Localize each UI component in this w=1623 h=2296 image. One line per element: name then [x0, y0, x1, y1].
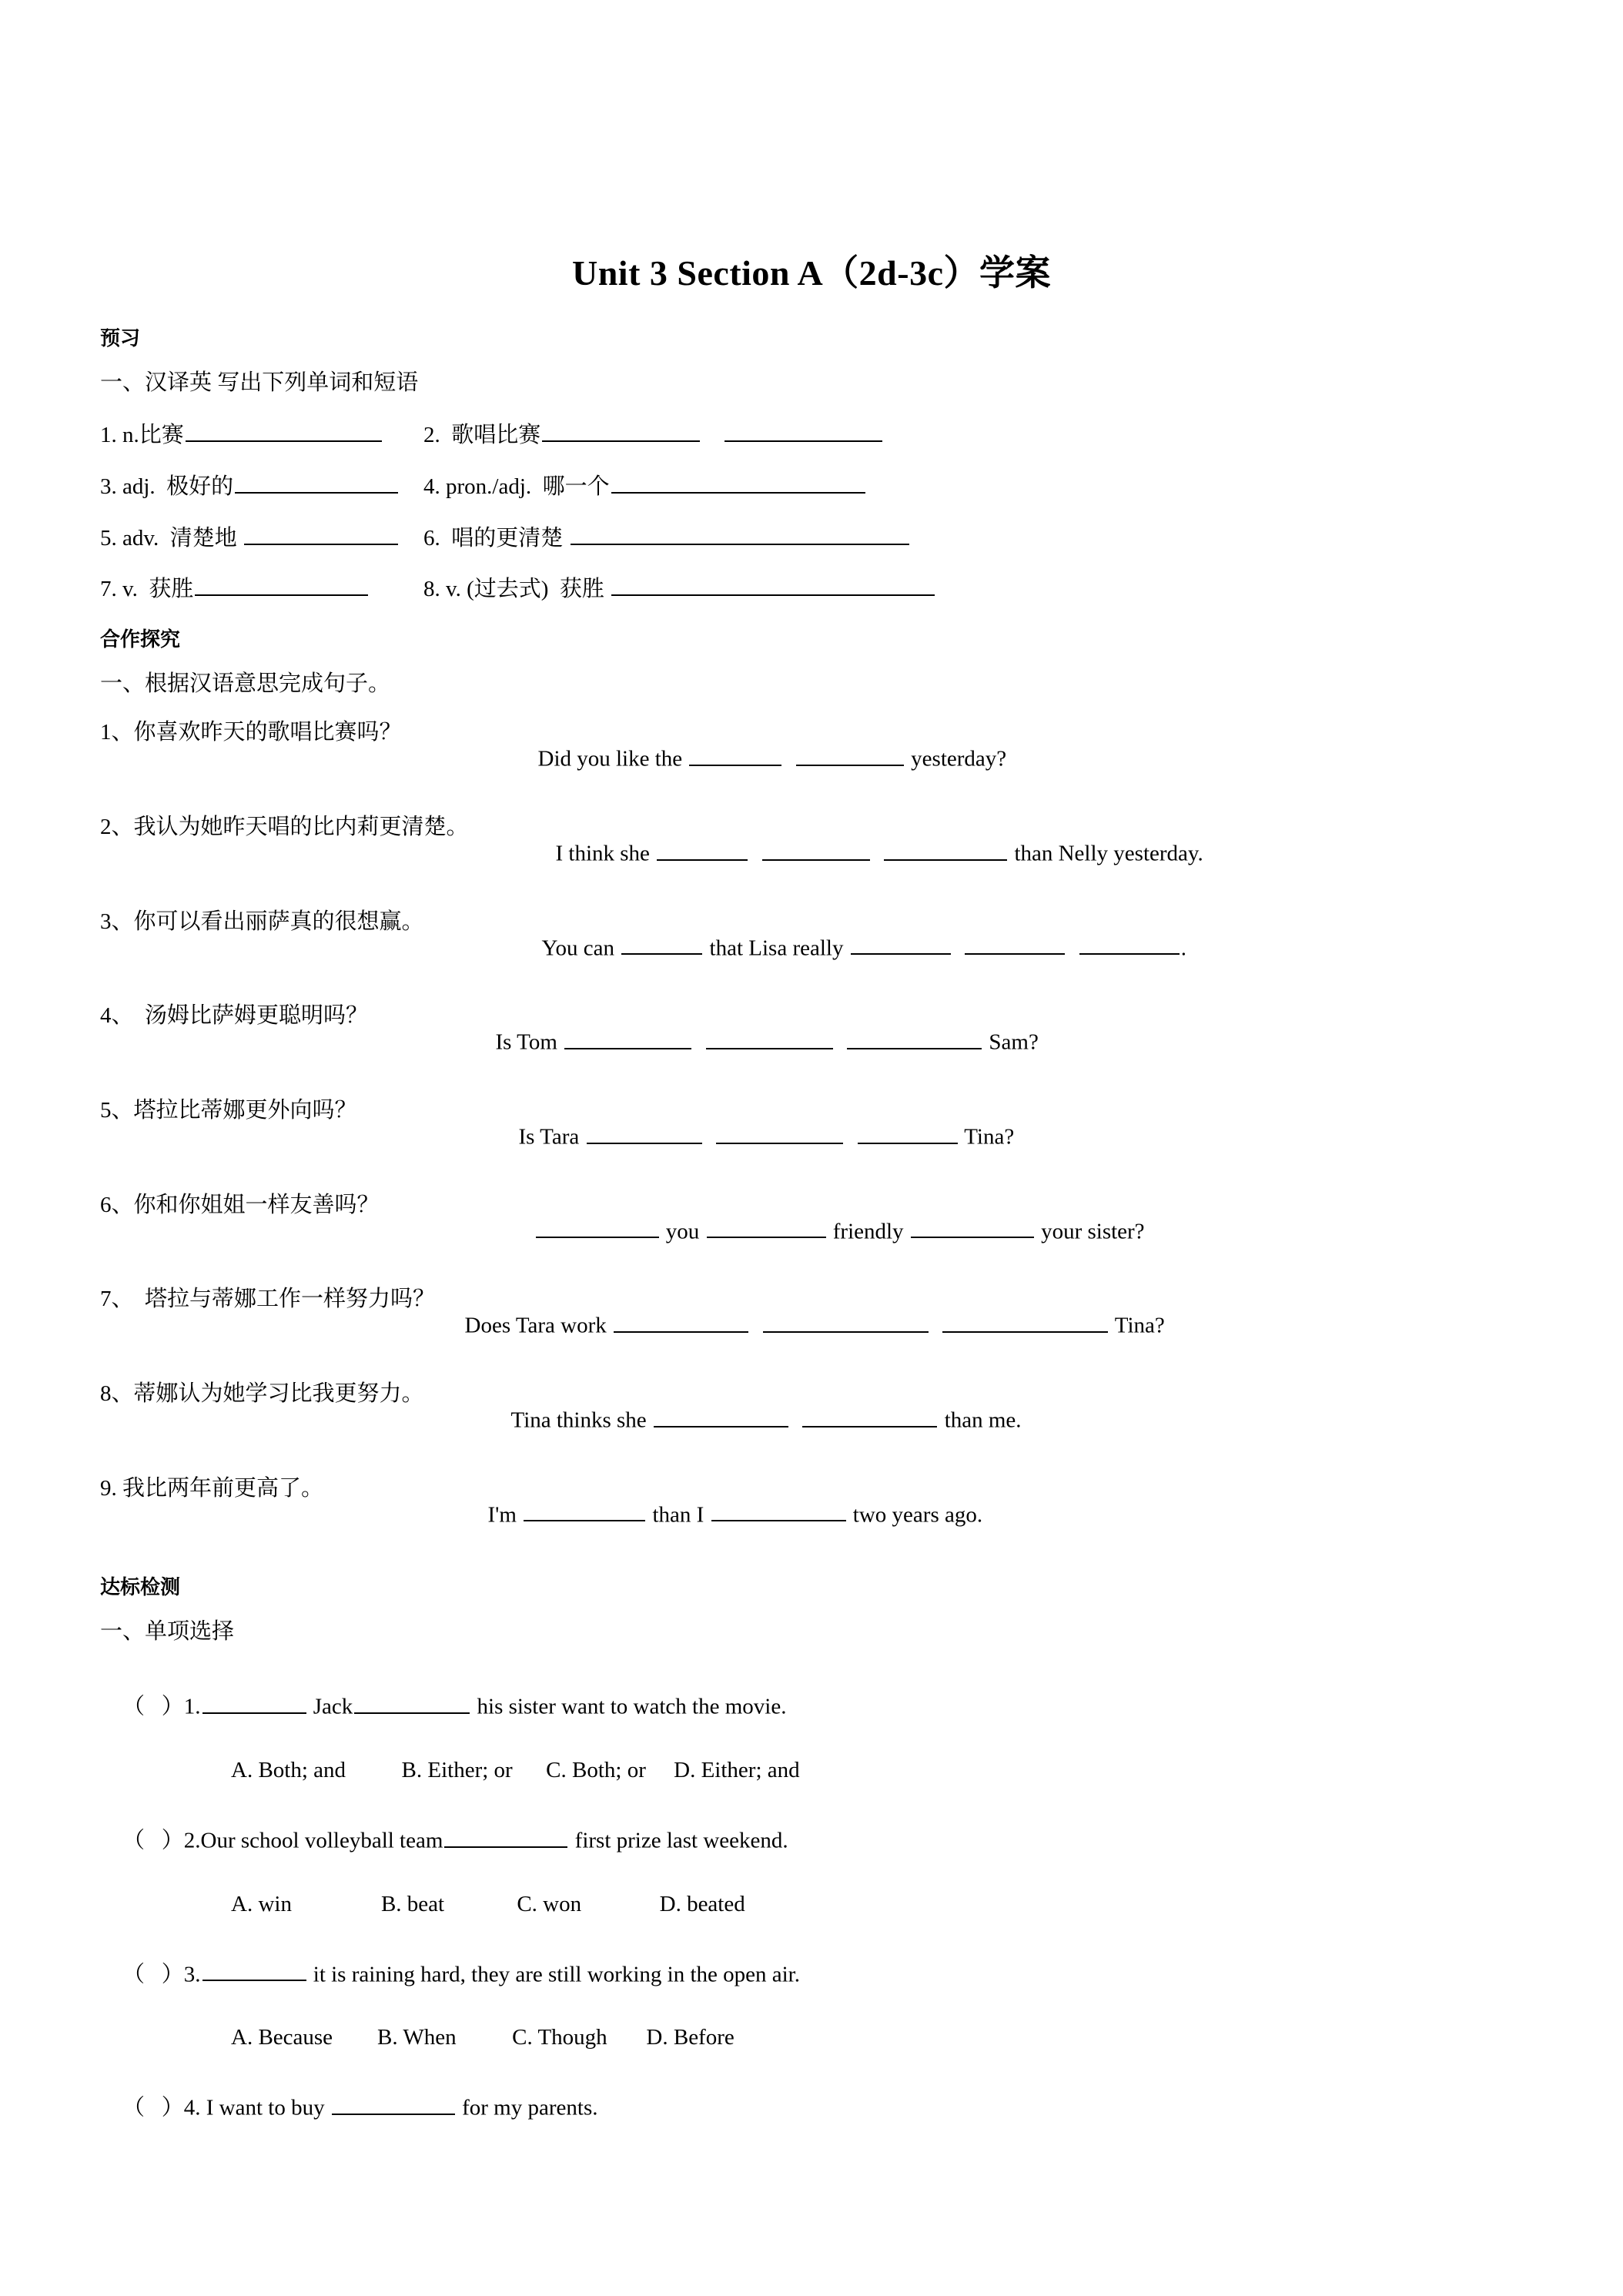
mc-blank-1b[interactable]	[354, 1692, 470, 1714]
vocab-blank-6[interactable]	[571, 523, 909, 545]
vocab-item-6	[423, 523, 911, 550]
answer-paren-1[interactable]: （ ）	[122, 1695, 184, 1719]
en-text: Is Tara	[518, 1124, 585, 1150]
en-text: Tina thinks she	[510, 1407, 652, 1433]
en-gap2	[845, 1125, 856, 1150]
mc-stem-pre-2: 2.Our school volleyball team	[183, 1828, 443, 1853]
vocab-item-3	[100, 471, 423, 498]
sentence-blank-8a[interactable]	[654, 1405, 788, 1427]
sentence-blank-4b[interactable]	[706, 1027, 833, 1049]
en-tail: .	[1180, 935, 1186, 961]
sentence-blank-2b[interactable]	[762, 838, 870, 861]
vocab-label-5: 5. adv. 清楚地	[100, 525, 243, 551]
en-gap	[693, 1030, 704, 1055]
sentence-blank-9a[interactable]	[524, 1500, 645, 1522]
translate-row-9	[100, 1475, 1523, 1549]
mc-question-3	[100, 1937, 1523, 2009]
vocab-blank-7[interactable]	[195, 574, 368, 597]
mc-blank-2a[interactable]	[444, 1826, 567, 1848]
vocab-blank-2b[interactable]	[724, 420, 882, 443]
sentence-blank-5b[interactable]	[716, 1122, 843, 1144]
translate-cn-7: 7、 塔拉与蒂娜工作一样努力吗？	[100, 1287, 436, 1312]
sentence-blank-1b[interactable]	[796, 744, 904, 766]
vocab-blank-8[interactable]	[611, 574, 935, 597]
cooperation-instruction: 一、根据汉语意思完成句子。	[100, 671, 391, 697]
vocab-item-7	[100, 574, 423, 601]
vocab-label-2: 2. 歌唱比赛	[423, 423, 541, 448]
translate-cn-1: 1、你喜欢昨天的歌唱比赛吗？	[100, 720, 402, 745]
translate-en-9	[431, 1478, 1523, 1549]
mc-question-1	[100, 1669, 1523, 1741]
mc-blank-4a[interactable]	[332, 2093, 455, 2115]
vocab-blank-2a[interactable]	[542, 420, 700, 443]
answer-paren-3[interactable]: （ ）	[122, 1962, 184, 1987]
translate-row-1	[100, 721, 1523, 793]
en-gap	[750, 1314, 761, 1338]
vocab-blank-5[interactable]	[244, 523, 398, 545]
section-heading-preview: 预习	[100, 326, 141, 350]
translate-row-4	[100, 1005, 1523, 1076]
sentence-blank-8b[interactable]	[802, 1405, 937, 1427]
en-gap2	[952, 935, 964, 960]
en-gap	[790, 1408, 801, 1433]
mc-stem-post-3: it is raining hard, they are still working in the open air.	[307, 1962, 800, 1987]
vocab-item-1	[100, 420, 423, 447]
test-instruction: 一、单项选择	[100, 1619, 235, 1645]
translate-en-3	[431, 911, 1523, 982]
translate-en-2	[431, 816, 1523, 888]
sentence-blank-6b[interactable]	[707, 1217, 826, 1239]
vocab-label-6: 6. 唱的更清楚	[423, 525, 569, 551]
mc-question-2	[100, 1803, 1523, 1875]
sentence-blank-4a[interactable]	[564, 1027, 691, 1049]
page-title: Unit 3 Section A（2d-3c）学案	[572, 253, 1051, 293]
en-tail: your sister?	[1035, 1219, 1145, 1244]
en-tail: than me.	[939, 1407, 1022, 1433]
en-gap	[704, 1125, 715, 1150]
sentence-blank-2a[interactable]	[657, 838, 748, 861]
mc-blank-3a[interactable]	[202, 1960, 306, 1982]
translate-en-1	[431, 721, 1523, 793]
mc-options-2[interactable]: A. win B. beat C. won D. beated	[231, 1891, 745, 1916]
translate-cn-4: 4、 汤姆比萨姆更聪明吗？	[100, 1003, 369, 1029]
translate-cn-6: 6、你和你姐姐一样友善吗？	[100, 1192, 380, 1217]
vocab-item-2	[423, 420, 884, 447]
en-gap	[783, 747, 795, 771]
vocab-row	[100, 523, 1523, 550]
sentence-blank-3a[interactable]	[621, 933, 702, 956]
sentence-blank-6a[interactable]	[536, 1217, 659, 1239]
sentence-blank-4c[interactable]	[847, 1027, 982, 1049]
sentence-blank-2c[interactable]	[884, 838, 1007, 861]
section-heading-cooperation: 合作探究	[100, 628, 181, 652]
mc-stem-pre-1: 1.	[183, 1695, 201, 1719]
preview-instruction: 一、汉译英 写出下列单词和短语	[100, 370, 419, 395]
vocab-label-1: 1. n.比赛	[100, 423, 184, 448]
mc-stem-post-1: his sister want to watch the movie.	[471, 1695, 787, 1719]
translate-en-5	[431, 1099, 1523, 1171]
translate-en-8	[431, 1383, 1523, 1454]
en-text: I'm	[487, 1502, 523, 1528]
en-gap3	[1066, 935, 1078, 960]
mc-stem-post-2: first prize last weekend.	[569, 1828, 788, 1853]
vocab-row	[100, 574, 1523, 601]
sentence-blank-5a[interactable]	[587, 1122, 702, 1144]
vocab-label-3: 3. adj. 极好的	[100, 474, 234, 499]
vocab-item-4	[423, 471, 867, 498]
vocab-row	[100, 471, 1523, 498]
en-gap2	[872, 842, 883, 866]
translate-cn-5: 5、塔拉比蒂娜更外向吗？	[100, 1097, 357, 1123]
en-tail: two years ago.	[847, 1502, 983, 1528]
translate-en-7	[431, 1288, 1523, 1360]
sentence-blank-3d[interactable]	[1079, 933, 1180, 956]
vocab-blank-4[interactable]	[611, 471, 865, 494]
translate-cn-8: 8、蒂娜认为她学习比我更努力。	[100, 1381, 424, 1406]
translate-row-8	[100, 1383, 1523, 1454]
answer-paren-2[interactable]: （ ）	[122, 1828, 184, 1853]
translate-cn-3: 3、你可以看出丽萨真的很想赢。	[100, 909, 424, 934]
sentence-blank-3c[interactable]	[965, 933, 1065, 956]
sentence-blank-6c[interactable]	[911, 1217, 1034, 1239]
sentence-blank-3b[interactable]	[851, 933, 951, 956]
en-gap2	[835, 1030, 846, 1055]
vocab-label-4: 4. pron./adj. 哪一个	[423, 474, 610, 499]
en-gap	[749, 842, 761, 866]
mc-stem-mid-1: Jack	[307, 1695, 353, 1719]
mc-stem-pre-3: 3.	[183, 1962, 201, 1987]
sentence-blank-1a[interactable]	[689, 744, 781, 766]
en-text: Does Tara work	[464, 1313, 613, 1338]
section-heading-test: 达标检测	[100, 1576, 181, 1600]
en-text: Is Tom	[495, 1029, 564, 1055]
vocab-blank-3[interactable]	[235, 471, 398, 494]
en-gap: that Lisa really	[704, 935, 849, 961]
mc-options-3[interactable]: A. Because B. When C. Though D. Before	[231, 2025, 735, 2050]
sentence-blank-9b[interactable]	[711, 1500, 846, 1522]
en-text: Did you like the	[537, 746, 688, 771]
mc-question-4	[100, 2070, 1523, 2142]
vocab-item-5	[100, 523, 423, 550]
translate-row-2	[100, 816, 1523, 888]
sentence-blank-7b[interactable]	[763, 1310, 929, 1333]
mc-blank-1a[interactable]	[202, 1692, 306, 1714]
translate-en-4	[431, 1005, 1523, 1076]
en-tail: yesterday?	[905, 746, 1007, 771]
translate-cn-9: 9. 我比两年前更高了。	[100, 1475, 324, 1501]
en-gap2: friendly	[827, 1219, 909, 1244]
en-tail: Sam?	[983, 1029, 1039, 1055]
en-gap: than I	[647, 1502, 710, 1528]
answer-paren-4[interactable]: （ ）	[122, 2096, 184, 2121]
mc-options-1[interactable]: A. Both; and B. Either; or C. Both; or D. Either; and	[231, 1758, 800, 1782]
en-text: I think she	[555, 841, 656, 866]
translate-cn-2: 2、我认为她昨天唱的比内莉更清楚。	[100, 814, 469, 839]
en-tail: Tina?	[959, 1124, 1015, 1150]
mc-stem-pre-4: 4. I want to buy	[183, 2096, 330, 2121]
sentence-blank-7c[interactable]	[942, 1310, 1108, 1333]
sentence-blank-5c[interactable]	[858, 1122, 958, 1144]
vocab-blank-1[interactable]	[186, 420, 382, 443]
vocab-item-8	[423, 574, 936, 601]
mc-stem-post-4: for my parents.	[456, 2096, 598, 2121]
translate-en-6	[431, 1194, 1523, 1266]
en-tail: Tina?	[1109, 1313, 1165, 1338]
en-text: You can	[541, 935, 621, 961]
translate-row-5	[100, 1099, 1523, 1171]
en-gap2	[930, 1314, 942, 1338]
en-gap: you	[660, 1219, 705, 1244]
en-tail: than Nelly yesterday.	[1009, 841, 1203, 866]
sentence-blank-7a[interactable]	[614, 1310, 748, 1333]
translate-row-6	[100, 1194, 1523, 1266]
translate-row-3	[100, 911, 1523, 982]
vocab-label-8: 8. v. (过去式) 获胜	[423, 577, 611, 602]
vocab-row	[100, 420, 1523, 447]
translate-row-7	[100, 1288, 1523, 1360]
vocab-label-7: 7. v. 获胜	[100, 577, 194, 602]
